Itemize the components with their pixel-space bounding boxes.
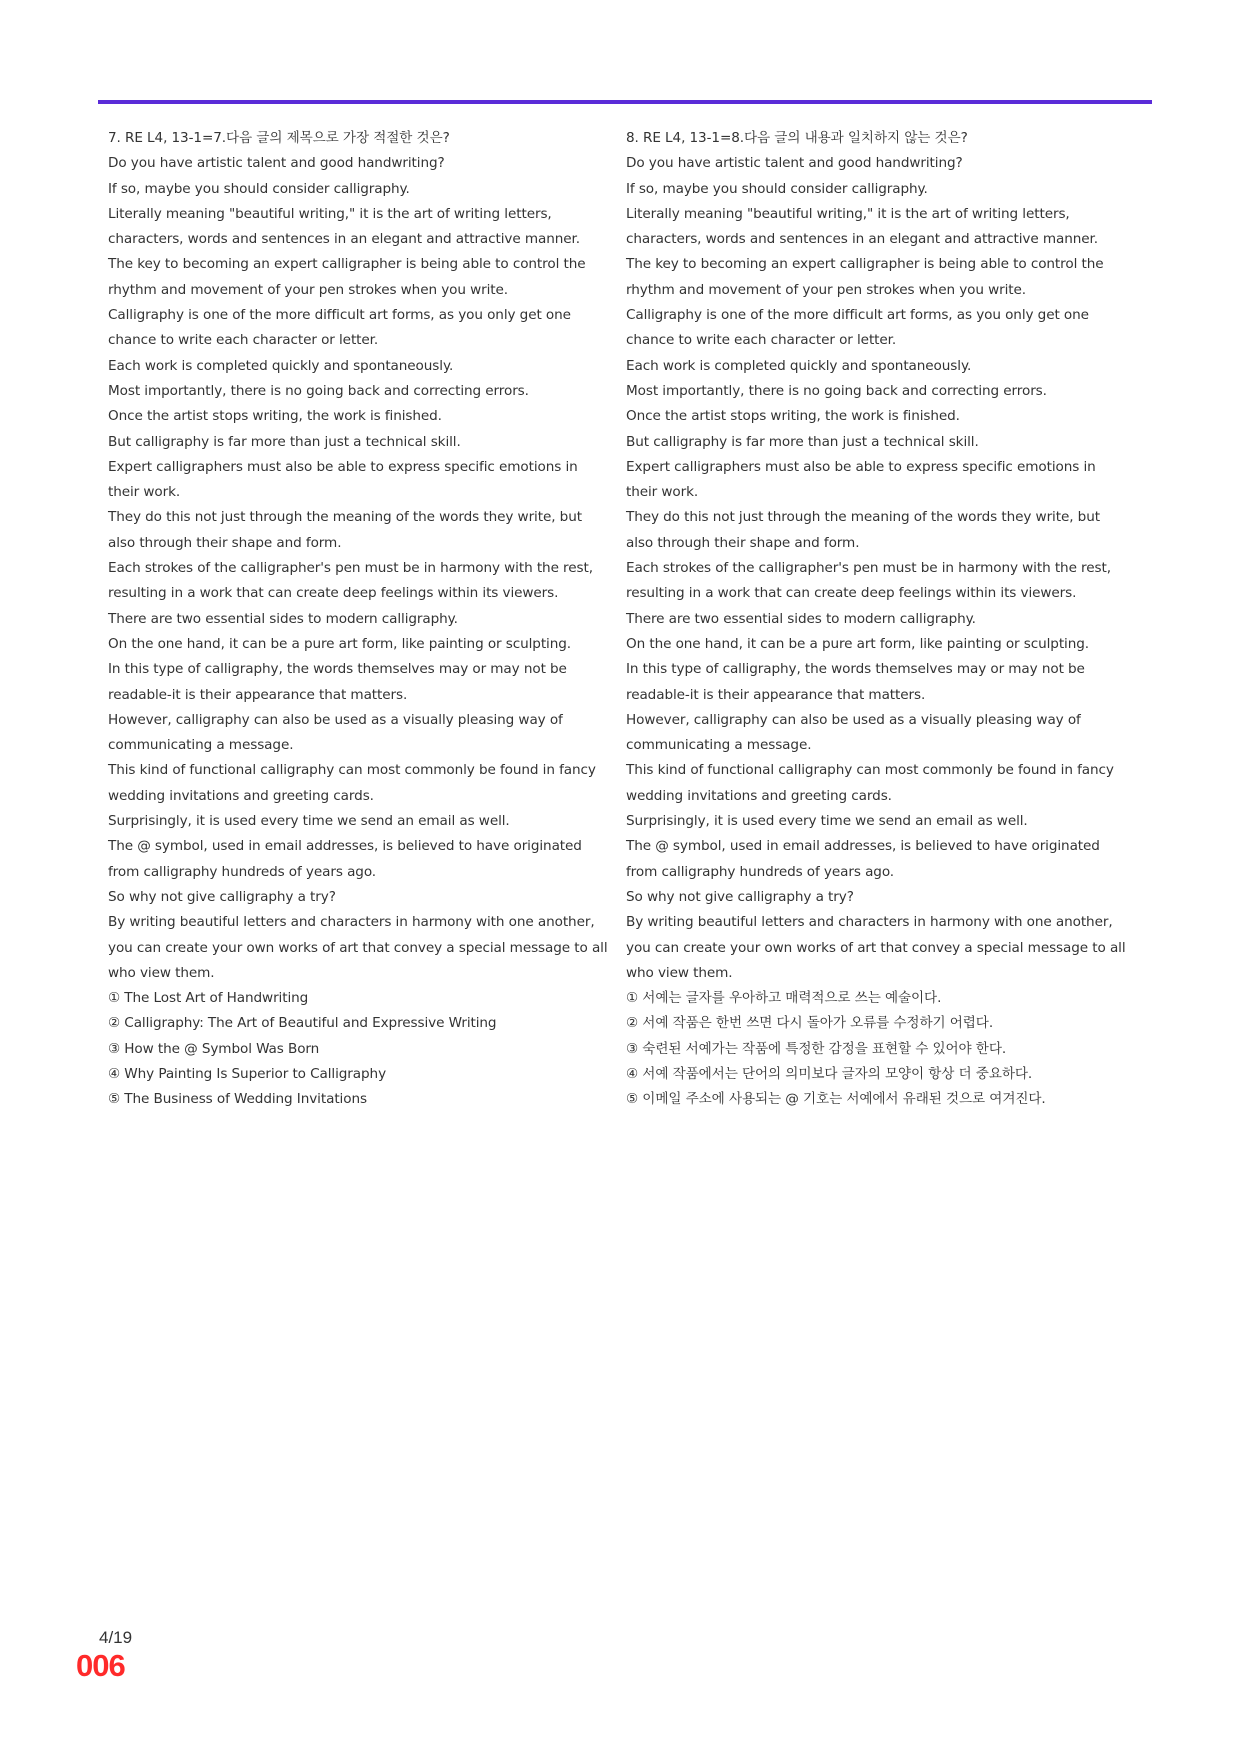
passage-sentence: Literally meaning "beautiful writing," it is the art of writing letters, characters, words and sentences in an elegant and attractive manner. <box>626 205 1098 248</box>
passage-sentence: However, calligraphy can also be used as a visually pleasing way of communicating a message. <box>108 711 563 754</box>
passage-sentence: The key to becoming an expert calligrapher is being able to control the rhythm and movement of your pen strokes when you write. <box>108 256 586 298</box>
question-heading: 7. RE L4, 13-1=7.다음 글의 제목으로 가장 적절한 것은? <box>108 130 450 146</box>
answer-choice[interactable]: ① The Lost Art of Handwriting <box>108 990 309 1007</box>
passage-sentence: If so, maybe you should consider calligraphy. <box>108 180 410 197</box>
top-divider <box>98 100 1152 104</box>
passage-sentence: If so, maybe you should consider calligraphy. <box>626 180 928 197</box>
passage-sentence: Surprisingly, it is used every time we send an email as well. <box>108 813 510 830</box>
passage-sentence: Once the artist stops writing, the work is finished. <box>108 408 442 425</box>
passage-sentence: The @ symbol, used in email addresses, is believed to have originated from calligraphy hundreds of years ago. <box>108 838 582 880</box>
passage-sentence: Once the artist stops writing, the work is finished. <box>626 408 960 425</box>
passage-sentence: Each strokes of the calligrapher's pen must be in harmony with the rest, resulting in a work that can create deep feelings within its viewers. <box>626 560 1111 602</box>
passage-sentence: Each strokes of the calligrapher's pen must be in harmony with the rest, resulting in a work that can create deep feelings within its viewers. <box>108 560 593 602</box>
passage-sentence: They do this not just through the meaning of the words they write, but also through their shape and form. <box>626 509 1100 551</box>
passage-sentence: Each work is completed quickly and spontaneously. <box>626 357 972 374</box>
passage-sentence: Calligraphy is one of the more difficult art forms, as you only get one chance to write each character or letter. <box>626 307 1089 349</box>
answer-choice[interactable]: ③ 숙련된 서예가는 작품에 특정한 감정을 표현할 수 있어야 한다. <box>626 1040 1007 1057</box>
passage-sentence: Literally meaning "beautiful writing," it is the art of writing letters, characters, words and sentences in an elegant and attractive manner. <box>108 205 580 248</box>
passage-sentence: In this type of calligraphy, the words themselves may or may not be readable-it is their appearance that matters. <box>108 661 567 703</box>
passage-sentence: Do you have artistic talent and good handwriting? <box>626 155 963 172</box>
passage-sentence: There are two essential sides to modern calligraphy. <box>108 610 458 627</box>
question-7 <box>108 126 608 1113</box>
passage-sentence: There are two essential sides to modern calligraphy. <box>626 610 976 627</box>
passage-sentence: Expert calligraphers must also be able to express specific emotions in their work. <box>108 458 578 501</box>
passage-sentence: They do this not just through the meaning of the words they write, but also through their shape and form. <box>108 509 582 551</box>
question-heading: 8. RE L4, 13-1=8.다음 글의 내용과 일치하지 않는 것은? <box>626 130 968 146</box>
passage-sentence: But calligraphy is far more than just a technical skill. <box>626 433 979 450</box>
passage-sentence: So why not give calligraphy a try? <box>626 888 854 905</box>
page-code: 006 <box>76 1648 125 1683</box>
passage-sentence: The key to becoming an expert calligrapher is being able to control the rhythm and movement of your pen strokes when you write. <box>626 256 1104 298</box>
passage-sentence: Most importantly, there is no going back and correcting errors. <box>108 382 529 399</box>
passage-sentence: Most importantly, there is no going back and correcting errors. <box>626 382 1047 399</box>
answer-choices <box>626 986 1126 1112</box>
passage-sentence: Surprisingly, it is used every time we send an email as well. <box>626 813 1028 830</box>
passage-sentence: On the one hand, it can be a pure art form, like painting or sculpting. <box>626 635 1089 652</box>
passage-sentence: This kind of functional calligraphy can most commonly be found in fancy wedding invitations and greeting cards. <box>108 762 596 804</box>
passage-sentence: Calligraphy is one of the more difficult art forms, as you only get one chance to write each character or letter. <box>108 307 571 349</box>
passage-sentence: This kind of functional calligraphy can most commonly be found in fancy wedding invitations and greeting cards. <box>626 762 1114 804</box>
answer-choice[interactable]: ② 서예 작품은 한번 쓰면 다시 돌아가 오류를 수정하기 어렵다. <box>626 1015 994 1032</box>
answer-choice[interactable]: ⑤ 이메일 주소에 사용되는 @ 기호는 서예에서 유래된 것으로 여겨진다. <box>626 1091 1046 1108</box>
question-8 <box>626 126 1126 1113</box>
passage-sentence: By writing beautiful letters and characters in harmony with one another, you can create your own works of art that convey a special message to all who view them. <box>108 914 608 981</box>
answer-choice[interactable]: ⑤ The Business of Wedding Invitations <box>108 1091 367 1108</box>
answer-choice[interactable]: ③ How the @ Symbol Was Born <box>108 1040 320 1057</box>
passage-sentence: The @ symbol, used in email addresses, is believed to have originated from calligraphy hundreds of years ago. <box>626 838 1100 880</box>
passage <box>626 151 1126 986</box>
passage-sentence: By writing beautiful letters and characters in harmony with one another, you can create your own works of art that convey a special message to all who view them. <box>626 914 1126 981</box>
page-number: 4/19 <box>99 1628 133 1647</box>
passage-sentence: In this type of calligraphy, the words themselves may or may not be readable-it is their appearance that matters. <box>626 661 1085 703</box>
answer-choice[interactable]: ④ 서예 작품에서는 단어의 의미보다 글자의 모양이 항상 더 중요하다. <box>626 1065 1033 1082</box>
answer-choice[interactable]: ② Calligraphy: The Art of Beautiful and Expressive Writing <box>108 1015 497 1032</box>
passage <box>108 151 608 986</box>
answer-choices <box>108 986 608 1112</box>
answer-choice[interactable]: ④ Why Painting Is Superior to Calligraphy <box>108 1065 387 1082</box>
passage-sentence: However, calligraphy can also be used as a visually pleasing way of communicating a message. <box>626 711 1081 754</box>
passage-sentence: So why not give calligraphy a try? <box>108 888 336 905</box>
passage-sentence: Do you have artistic talent and good handwriting? <box>108 155 445 172</box>
passage-sentence: But calligraphy is far more than just a technical skill. <box>108 433 461 450</box>
answer-choice[interactable]: ① 서예는 글자를 우아하고 매력적으로 쓰는 예술이다. <box>626 990 942 1007</box>
passage-sentence: Each work is completed quickly and spontaneously. <box>108 357 454 374</box>
passage-sentence: Expert calligraphers must also be able to express specific emotions in their work. <box>626 458 1096 501</box>
passage-sentence: On the one hand, it can be a pure art form, like painting or sculpting. <box>108 635 571 652</box>
